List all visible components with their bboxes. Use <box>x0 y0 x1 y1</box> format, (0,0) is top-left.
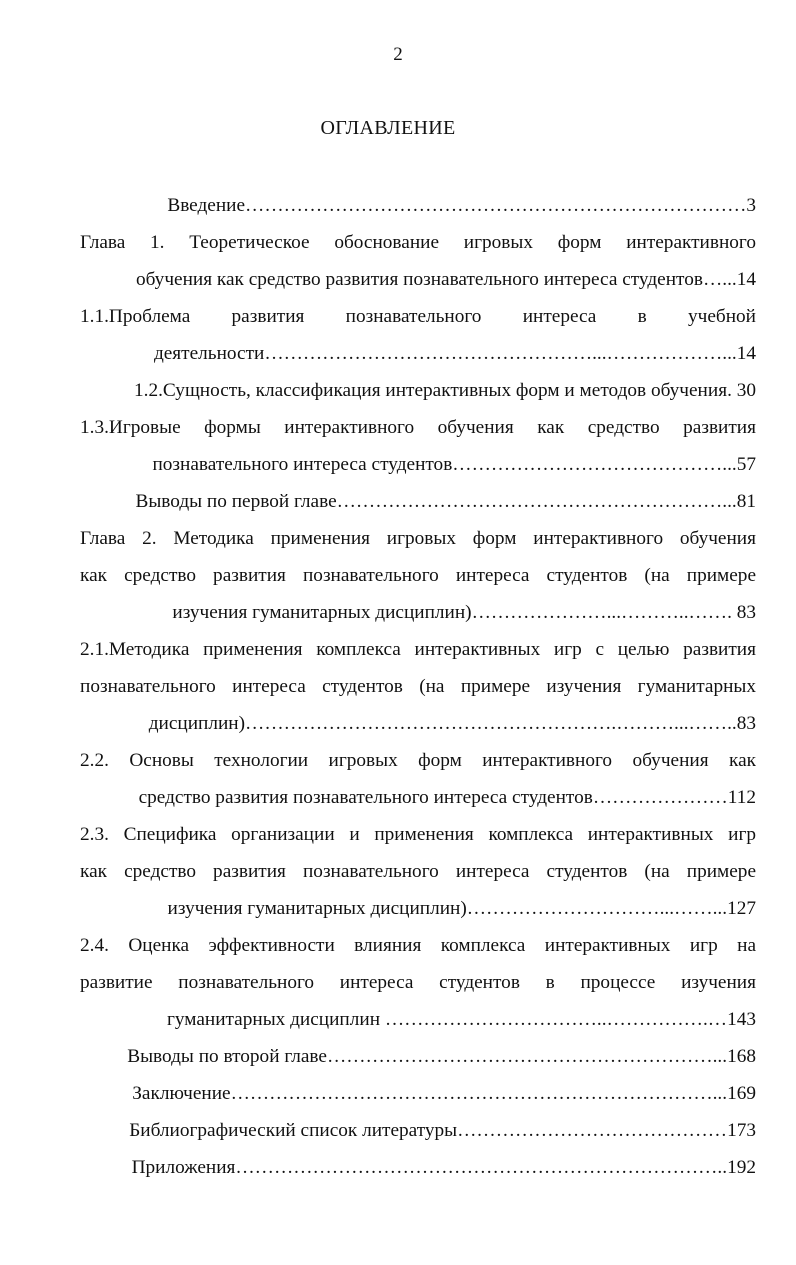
toc-entry-section-2-1-cont: познавательного интереса студентов (на примере изучения гуманитарных <box>80 676 756 697</box>
toc-entry-chapter-1-cont: обучения как средство развития познавательного интереса студентов…...14 <box>135 269 756 290</box>
toc-entry-conclusion: Заключение…………………………………………………………………...169 <box>132 1083 756 1104</box>
toc-entry-section-1-1-cont: деятельности……………………………………………...………………...14 <box>153 343 756 364</box>
toc-entry-chapter-1: Глава 1. Теоретическое обоснование игровых форм интерактивного <box>80 232 756 253</box>
toc-entry-section-2-2-cont: средство развития познавательного интереса студентов…………………112 <box>138 787 756 808</box>
toc-entry-section-1-2: 1.2.Сущность, классификация интерактивных форм и методов обучения. 30 <box>134 380 756 401</box>
toc-entry-section-1-1: 1.1.Проблема развития познавательного интереса в учебной <box>80 306 756 327</box>
toc-entry-section-1-3: 1.3.Игровые формы интерактивного обучения как средство развития <box>80 417 756 438</box>
toc-entry-conclusions-1: Выводы по первой главе……………………………………………………...81 <box>135 491 756 512</box>
toc-entry-introduction: Введение……………………………………………………………………3 <box>167 195 756 216</box>
toc-entry-section-2-3: 2.3. Специфика организации и применения комплекса интерактивных игр <box>80 824 756 845</box>
toc-entry-section-2-3-cont: как средство развития познавательного интереса студентов (на примере <box>80 861 756 882</box>
page-title: ОГЛАВЛЕНИЕ <box>320 117 456 139</box>
toc-entry-section-1-3-cont: познавательного интереса студентов……………………………………...57 <box>152 454 756 475</box>
toc-entry-chapter-2: Глава 2. Методика применения игровых форм интерактивного обучения <box>80 528 756 549</box>
toc-entry-section-2-4-cont: развитие познавательного интереса студентов в процессе изучения <box>80 972 756 993</box>
toc-entry-conclusions-2: Выводы по второй главе……………………………………………………...168 <box>127 1046 756 1067</box>
toc-entry-section-2-4-cont2: гуманитарных дисциплин ……………………………..…………….…143 <box>166 1009 756 1030</box>
toc-entry-appendices: Приложения…………………………………………………………………..192 <box>131 1157 756 1178</box>
toc-entry-chapter-2-cont2: изучения гуманитарных дисциплин)…………………...………..……. 83 <box>172 602 756 623</box>
toc-entry-bibliography: Библиографический список литературы……………………………………173 <box>129 1120 756 1141</box>
toc-entry-chapter-2-cont: как средство развития познавательного интереса студентов (на примере <box>80 565 756 586</box>
toc-entry-section-2-1: 2.1.Методика применения комплекса интерактивных игр с целью развития <box>80 639 756 660</box>
toc-entry-section-2-1-cont2: дисциплин)………………………………………………….………...……..83 <box>148 713 756 734</box>
toc-entry-section-2-4: 2.4. Оценка эффективности влияния комплекса интерактивных игр на <box>80 935 756 956</box>
toc-entry-section-2-3-cont2: изучения гуманитарных дисциплин)…………………………...……...127 <box>167 898 756 919</box>
toc-entry-section-2-2: 2.2. Основы технологии игровых форм интерактивного обучения как <box>80 750 756 771</box>
page-number: 2 <box>393 44 403 65</box>
